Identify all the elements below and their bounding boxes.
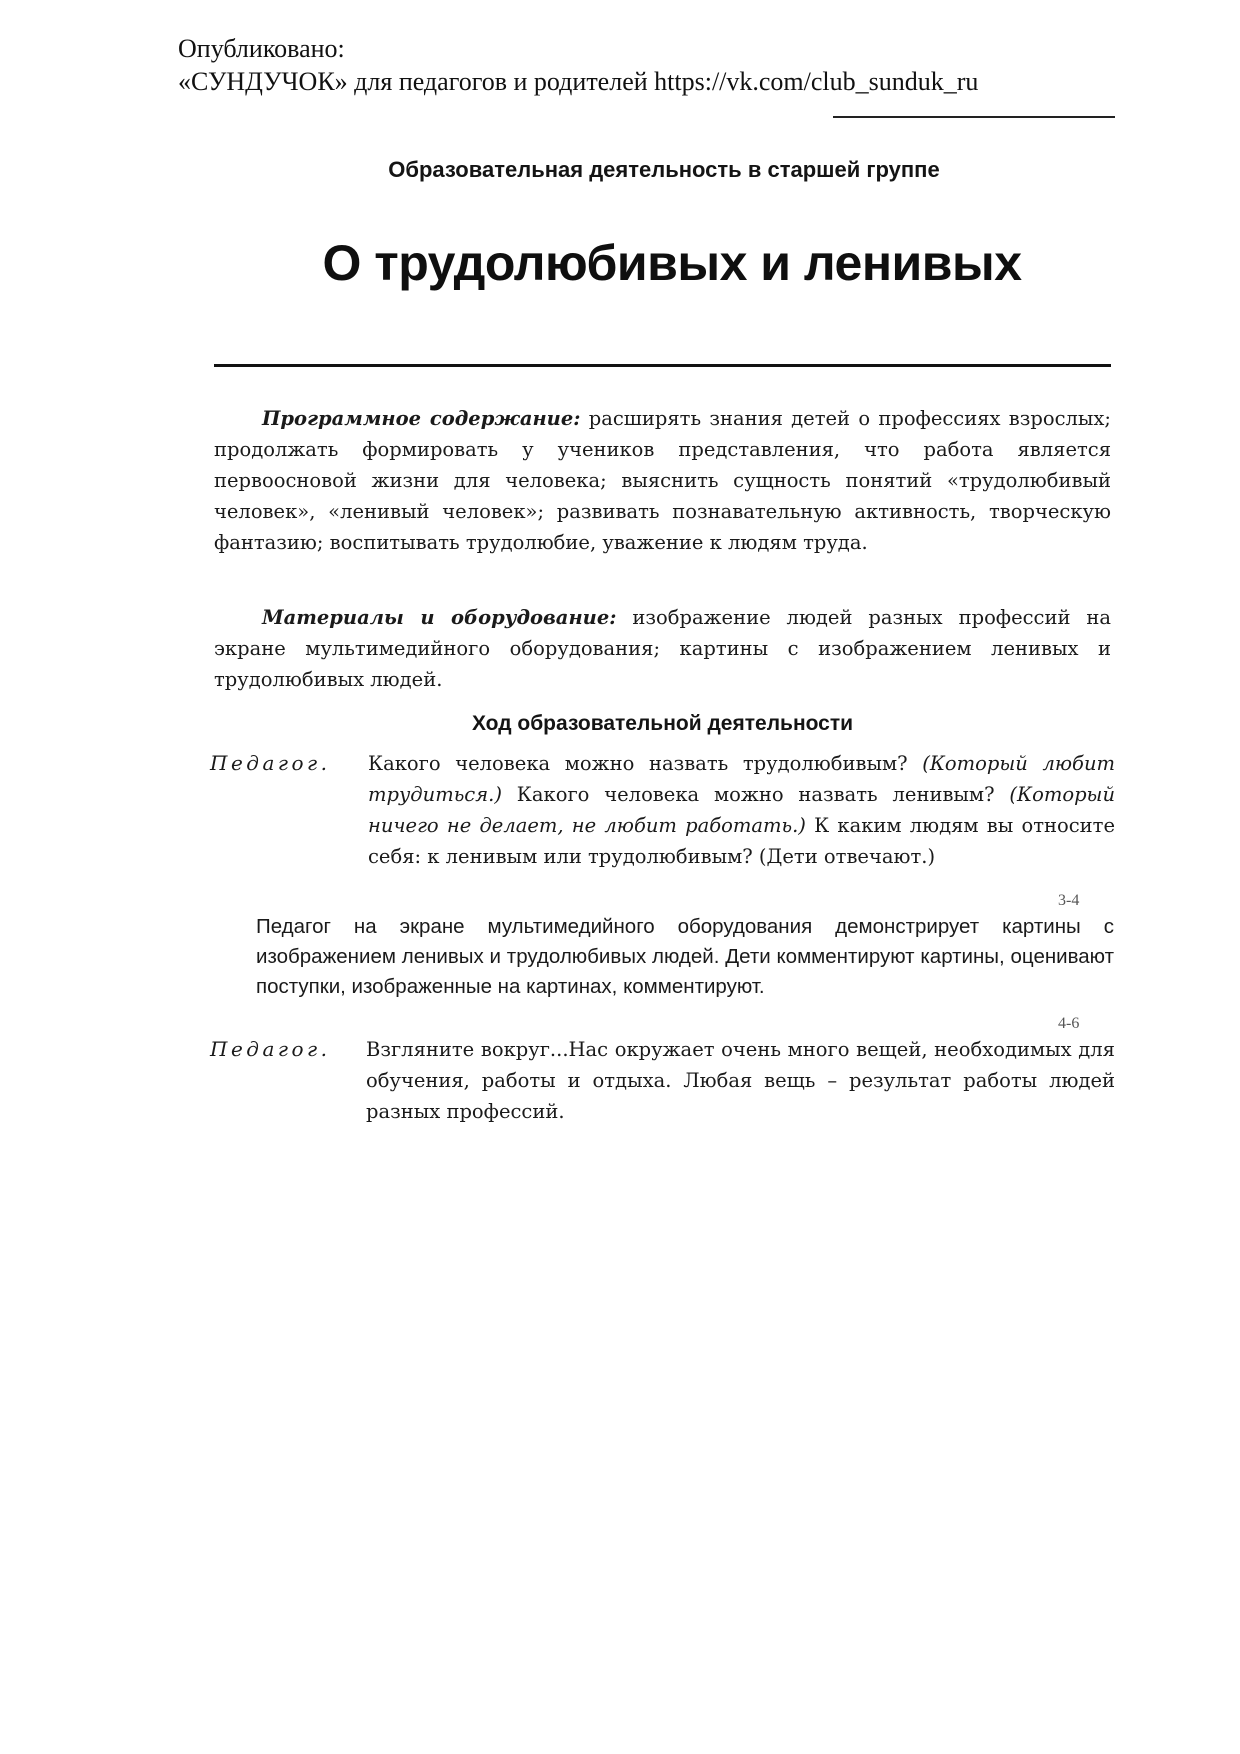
speech-segment: Какого человека можно назвать ленивым?: [501, 783, 1010, 806]
margin-mark: 4-6: [1058, 1015, 1080, 1032]
materials-text: изображение людей разных профессий на экране мультимедийного оборудования; картины с изображением ленивых и трудолюбивых людей.: [214, 606, 1111, 691]
program-content-paragraph: [214, 403, 1111, 558]
speech-answer: (Который ничего не делает, не любит работать.): [368, 783, 1115, 837]
speaker-label: Педагог.: [210, 751, 331, 775]
margin-mark: 3-4: [1058, 892, 1080, 909]
program-content-text: расширять знания детей о профессиях взрослых; продолжать формировать у учеников представления, что работа является первоосновой жизни для человека; выяснить сущность понятий «трудолюбивый человек», «ленивый человек»; развивать познавательную активность, творческую фантазию; воспитывать трудолюбие, уважение к людям труда.: [214, 407, 1112, 554]
publication-note: [178, 32, 978, 98]
publication-note-line-2: «СУНДУЧОК» для педагогов и родителей https://vk.com/club_sunduk_ru: [178, 67, 979, 96]
page-title: О трудолюбивых и ленивых: [322, 235, 1022, 291]
title-divider: [214, 364, 1111, 367]
section-heading: Ход образовательной деятельности: [471, 712, 854, 735]
speech-text: Взгляните вокруг...Нас окружает очень много вещей, необходимых для обучения, работы и отдыха. Любая вещь – результат работы людей разных профессий.: [366, 1038, 1115, 1123]
publication-note-line-1: Опубликовано:: [178, 34, 345, 63]
page-subtitle: Образовательная деятельность в старшей группе: [388, 157, 940, 182]
speech-answer: (Который любит трудиться.): [368, 752, 1115, 806]
speech-segment: Какого человека можно назвать трудолюбивым?: [368, 752, 923, 775]
top-divider: [833, 116, 1115, 118]
materials-label: Материалы и оборудование:: [262, 606, 617, 629]
speech-text: [368, 748, 1115, 872]
speaker-label: Педагог.: [210, 1037, 331, 1061]
materials-paragraph: [214, 602, 1111, 695]
stage-direction: Педагог на экране мультимедийного оборудования демонстрирует картины с изображением ленивых и трудолюбивых людей. Дети комментируют картины, оценивают поступки, изображенные на картинах, комментируют.: [256, 915, 1114, 998]
speech-segment: К каким людям вы относите себя: к ленивым или трудолюбивым? (Дети отвечают.): [368, 814, 1115, 868]
program-content-label: Программное содержание:: [262, 407, 581, 430]
